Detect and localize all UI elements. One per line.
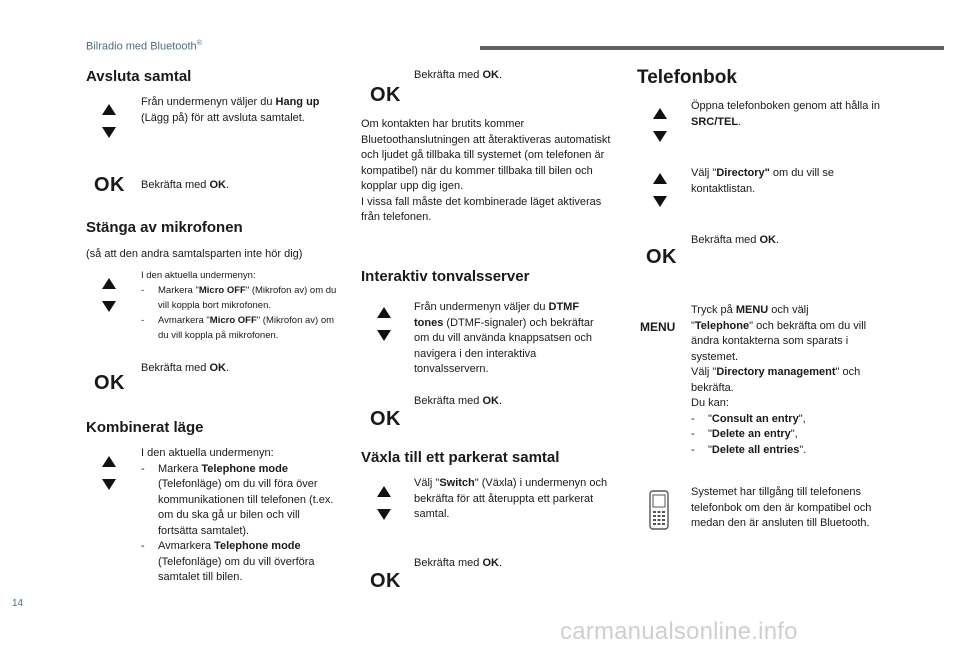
step-micro-off: I den aktuella undermenyn: - Markera "Micro OFF" (Mikrofon av) om du vill koppla bort mikrofonen. - Avmarkera "Micro OFF" (Mikrofon av) om du vill koppla på mikrofonen. <box>141 268 341 343</box>
paragraph-reconnect: Om kontakten har brutits kommer Bluetoothanslutningen att återaktiveras automatiskt och ljudet gå tillbaka till systemet (om telefonen är kompatibel) när du kommer tillbaka till bilen och kopplar upp dig igen. I vissa fall måste det kombinerade läget aktiveras från telefonen. <box>361 118 611 223</box>
step-confirm-ok: Bekräfta med OK. <box>691 234 780 246</box>
heading-kombinerat-lage: Kombinerat läge <box>86 419 204 436</box>
step-confirm-ok: Bekräfta med OK. <box>414 557 503 569</box>
step-telephone-mode: I den aktuella undermenyn: - Markera Telephone mode (Telefonläge) om du vill föra över kommunikationen till telefonen (t.ex. om du ska gå ur bilen och vill fortsätta samtalet). - Avmarkera Telephone mode (Telefonläge) om du vill överföra samtalet till bilen. <box>141 446 341 586</box>
up-down-arrows-icon <box>102 104 116 138</box>
heading-stanga-av-mikrofonen: Stänga av mikrofonen <box>86 219 243 236</box>
page-number: 14 <box>12 598 24 609</box>
note-phonebook-access: Systemet har tillgång till telefonens telefonbok om den är kompatibel och medan den är ansluten till Bluetooth. <box>691 486 872 529</box>
step-confirm-ok: Bekräfta med OK. <box>141 362 230 374</box>
note-mute: (så att den andra samtalsparten inte hör dig) <box>86 248 303 260</box>
step-confirm-ok: Bekräfta med OK. <box>414 69 503 81</box>
ok-button-icon: OK <box>94 174 125 196</box>
step-menu-telephone: Tryck på MENU och välj "Telephone" och bekräfta om du vill ändra kontakterna som sparats i systemet. Välj "Directory management" och bekräfta. Du kan: - "Consult an entry", - "Delete an entry", - "Delete all entries". <box>691 303 891 458</box>
up-down-arrows-icon <box>102 456 116 490</box>
heading-telefonbok: Telefonbok <box>637 67 737 88</box>
up-down-arrows-icon <box>377 307 391 341</box>
up-down-arrows-icon <box>653 108 667 142</box>
step-src-tel: Öppna telefonboken genom att hålla in SRC/TEL. <box>691 100 880 128</box>
step-confirm-ok: Bekräfta med OK. <box>414 395 503 407</box>
step-hang-up: Från undermenyn väljer du Hang up (Lägg på) för att avsluta samtalet. <box>141 96 320 124</box>
ok-button-icon: OK <box>370 84 401 106</box>
header-bar <box>480 46 944 50</box>
up-down-arrows-icon <box>102 278 116 312</box>
up-down-arrows-icon <box>377 486 391 520</box>
mobile-phone-icon <box>648 490 670 535</box>
step-directory: Välj "Directory" om du vill se kontaktlistan. <box>691 167 835 195</box>
step-dtmf-tones: Från undermenyn väljer du DTMF tones (DTMF-signaler) och bekräftar om du vill använda knappsatsen och navigera i den interaktiva tonvalsservern. <box>414 301 594 375</box>
heading-interaktiv-tonvalsserver: Interaktiv tonvalsserver <box>361 268 530 285</box>
watermark: carmanualsonline.info <box>560 618 798 645</box>
ok-button-icon: OK <box>646 246 677 268</box>
up-down-arrows-icon <box>653 173 667 207</box>
ok-button-icon: OK <box>370 570 401 592</box>
running-header: Bilradio med Bluetooth® <box>86 40 202 53</box>
menu-button-icon: MENU <box>640 320 676 334</box>
heading-vaxla-parkerat-samtal: Växla till ett parkerat samtal <box>361 449 560 466</box>
step-confirm-ok: Bekräfta med OK. <box>141 179 230 191</box>
heading-avsluta-samtal: Avsluta samtal <box>86 68 192 85</box>
step-switch: Välj "Switch" (Växla) i undermenyn och bekräfta för att återuppta ett parkerat samtal. <box>414 477 608 520</box>
ok-button-icon: OK <box>370 408 401 430</box>
ok-button-icon: OK <box>94 372 125 394</box>
